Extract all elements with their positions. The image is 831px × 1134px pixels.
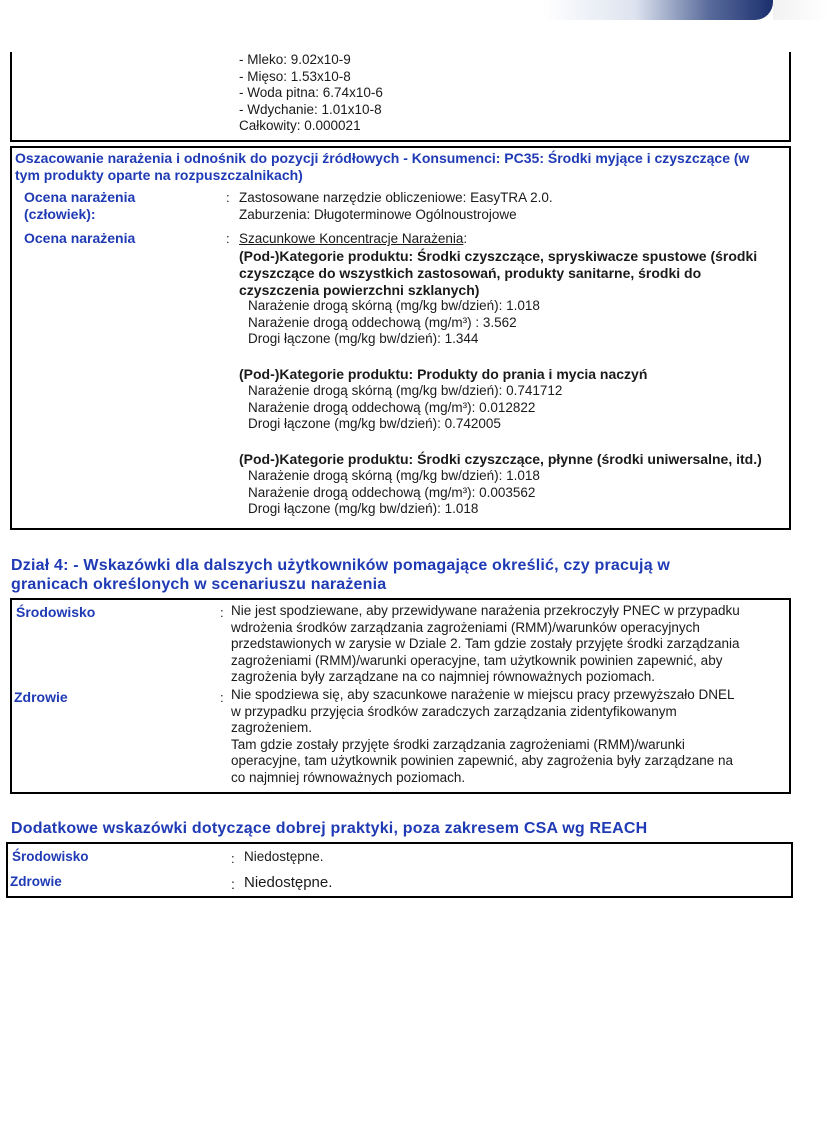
colon: : xyxy=(220,605,224,620)
consumers-header: Oszacowanie narażenia i odnośnik do pozycji źródłowych - Konsumenci: PC35: Środki myjące i czyszczące (w tym produkty oparte na rozpuszczalnikach) xyxy=(15,150,750,183)
additional-health-value: Niedostępne. xyxy=(244,874,333,891)
category-1-values: Narażenie drogą skórną (mg/kg bw/dzień): 1.018 Narażenie drogą oddechową (mg/m³) : 3.562 Drogi łączone (mg/kg bw/dzień): 1.344 xyxy=(248,298,540,346)
continuation-box xyxy=(10,52,791,142)
category-2-title: (Pod-)Kategorie produktu: Produkty do prania i mycia naczyń xyxy=(239,366,648,382)
category-2-values: Narażenie drogą skórną (mg/kg bw/dzień): 0.741712 Narażenie drogą oddechową (mg/m³): 0.012822 Drogi łączone (mg/kg bw/dzień): 0.742005 xyxy=(248,383,563,431)
section-4-box xyxy=(10,598,791,794)
section-4-env-text: Nie jest spodziewane, aby przewidywane narażenia przekroczyły PNEC w przypadku wdrożenia środków zarządzania zagrożeniami (RMM)/warunków operacyjnych przedstawionych w zarysie w Dziale 2. Tam gdzie zostały przyjęte środki zarządzania zagrożeniami (RMM)/warunki operacyjne, tam użytkownik powinien zapewnić, aby zagrożenia były zarządzane na co najmniej równoważnych poziomach. xyxy=(231,603,740,684)
assessment-value: Zastosowane narzędzie obliczeniowe: EasyTRA 2.0. Zaburzenia: Długoterminowe Ogólnoustrojowe xyxy=(239,190,553,222)
additional-heading: Dodatkowe wskazówki dotyczące dobrej praktyki, poza zakresem CSA wg REACH xyxy=(11,820,648,837)
category-1-title: (Pod-)Kategorie produktu: Środki czyszczące, spryskiwacze spustowe (środki czyszczące do wszystkich zastosowań, produkty sanitarne, środki do czyszczenia powierzchni szklanych) xyxy=(239,248,758,298)
assessment-label: Ocena narażenia (człowiek): xyxy=(24,189,136,222)
additional-env-label: Środowisko xyxy=(12,849,89,864)
exposure-label: Ocena narażenia xyxy=(24,230,136,246)
value-total: Całkowity: 0.000021 xyxy=(239,118,361,133)
additional-env-value: Niedostępne. xyxy=(244,849,324,864)
concentrations-title: Szacunkowe Koncentracje Narażenia: xyxy=(239,231,468,246)
company-logo xyxy=(543,0,773,20)
consumers-exposure-box xyxy=(10,146,791,530)
value-drinking-water: - Woda pitna: 6.74x10-6 xyxy=(239,85,383,100)
value-meat: - Mięso: 1.53x10-8 xyxy=(239,68,351,84)
section-4-heading: Dział 4: - Wskazówki dla dalszych użytkowników pomagające określić, czy pracują w granicach określonych w scenariuszu narażenia xyxy=(11,557,671,593)
additional-box xyxy=(6,842,793,898)
continuation-values xyxy=(239,52,383,135)
category-3-values: Narażenie drogą skórną (mg/kg bw/dzień): 1.018 Narażenie drogą oddechową (mg/m³): 0.003562 Drogi łączone (mg/kg bw/dzień): 1.018 xyxy=(248,468,540,516)
section-4-health-text: Nie spodziewa się, aby szacunkowe narażenie w miejscu pracy przewyższało DNEL w przypadku przyjęcia środków zaradczych zarządzania zidentyfikowanym zagrożeniem. Tam gdzie zostały przyjęte środki zarządzania zagrożeniami (RMM)/warunki operacyjne, tam użytkownik powinien zapewnić, aby zagrożenia były zarządzane na co najmniej równoważnych poziomach. xyxy=(231,687,735,785)
colon: : xyxy=(226,231,230,246)
colon: : xyxy=(231,876,235,892)
value-inhalation: - Wdychanie: 1.01x10-8 xyxy=(239,101,382,117)
colon: : xyxy=(226,190,230,205)
colon: : xyxy=(220,690,224,705)
colon: : xyxy=(231,851,235,866)
additional-health-label: Zdrowie xyxy=(10,874,62,889)
section-4-env-label: Środowisko xyxy=(16,604,96,620)
value-milk: - Mleko: 9.02x10-9 xyxy=(239,52,351,67)
category-3-title: (Pod-)Kategorie produktu: Środki czyszczące, płynne (środki uniwersalne, itd.) xyxy=(239,451,762,467)
section-4-health-label: Zdrowie xyxy=(14,689,68,705)
